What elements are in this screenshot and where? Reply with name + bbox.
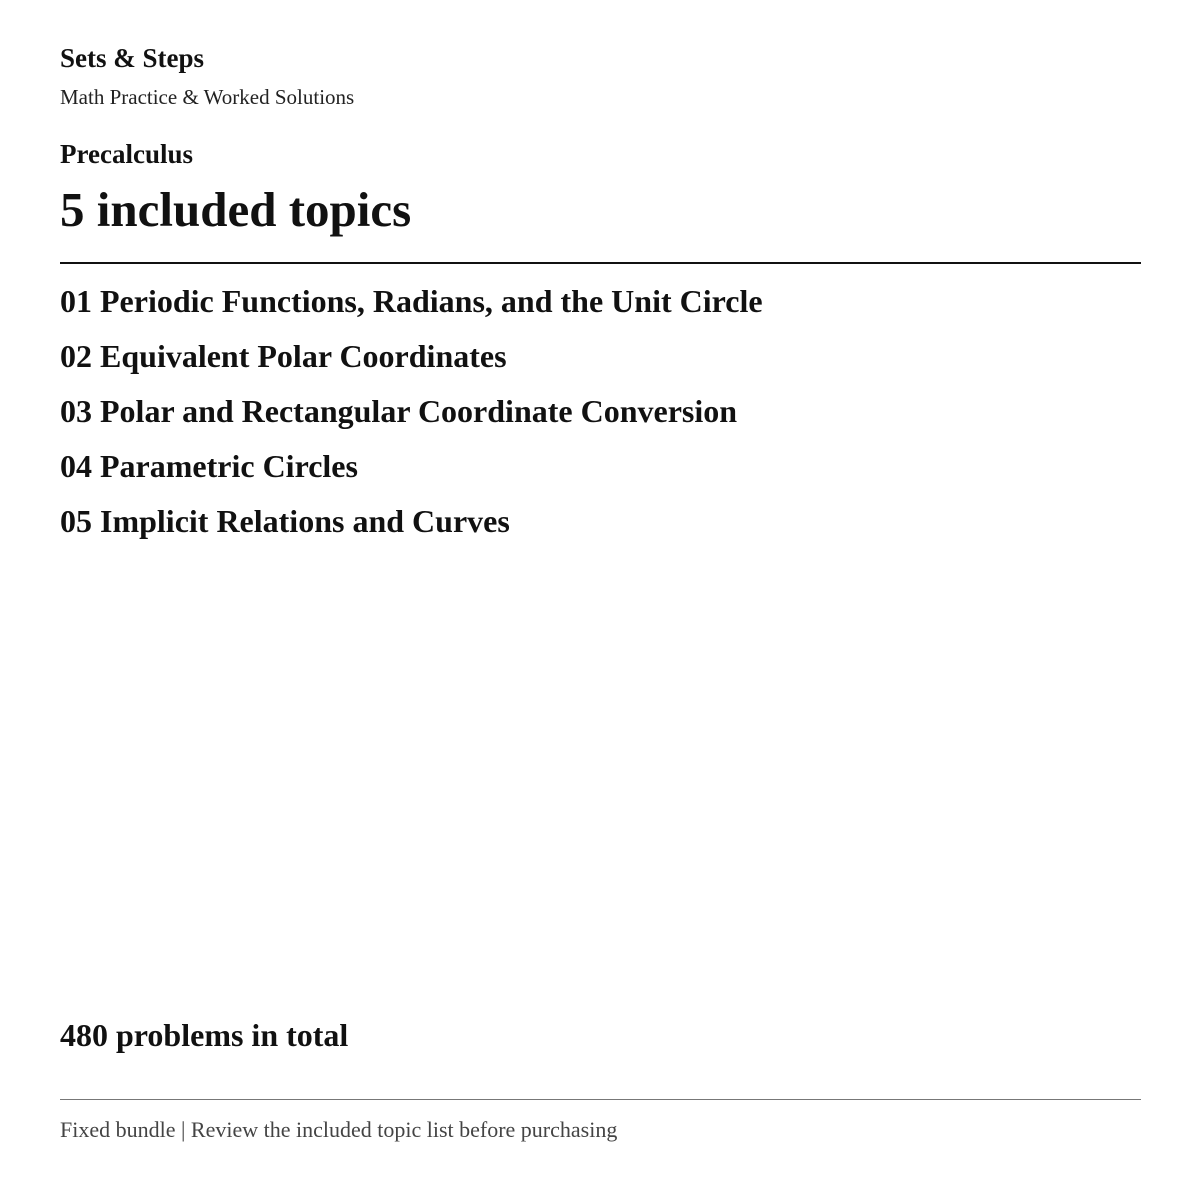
topic-item [60, 280, 763, 335]
topic-title: Periodic Functions, Radians, and the Unit Circle [100, 283, 763, 319]
topic-number: 04 [60, 448, 92, 484]
topic-title: Equivalent Polar Coordinates [100, 338, 507, 374]
topic-list [60, 280, 763, 555]
topic-item [60, 335, 763, 390]
topic-number: 01 [60, 283, 92, 319]
topic-title: Parametric Circles [100, 448, 358, 484]
topic-number: 05 [60, 503, 92, 539]
topic-item [60, 390, 763, 445]
problem-total: 480 problems in total [60, 1017, 349, 1053]
brand-name: Sets & Steps [60, 43, 205, 73]
brand-tagline: Math Practice & Worked Solutions [60, 85, 355, 109]
course-name: Precalculus [60, 139, 193, 169]
topic-number: 02 [60, 338, 92, 374]
topic-item [60, 445, 763, 500]
topic-title: Polar and Rectangular Coordinate Conversion [100, 393, 738, 429]
footer-divider [60, 1099, 1141, 1100]
page-title: 5 included topics [60, 182, 412, 237]
footer-note: Fixed bundle | Review the included topic list before purchasing [60, 1117, 618, 1142]
topic-title: Implicit Relations and Curves [100, 503, 510, 539]
topic-item [60, 500, 763, 555]
topic-number: 03 [60, 393, 92, 429]
top-divider [60, 262, 1141, 264]
